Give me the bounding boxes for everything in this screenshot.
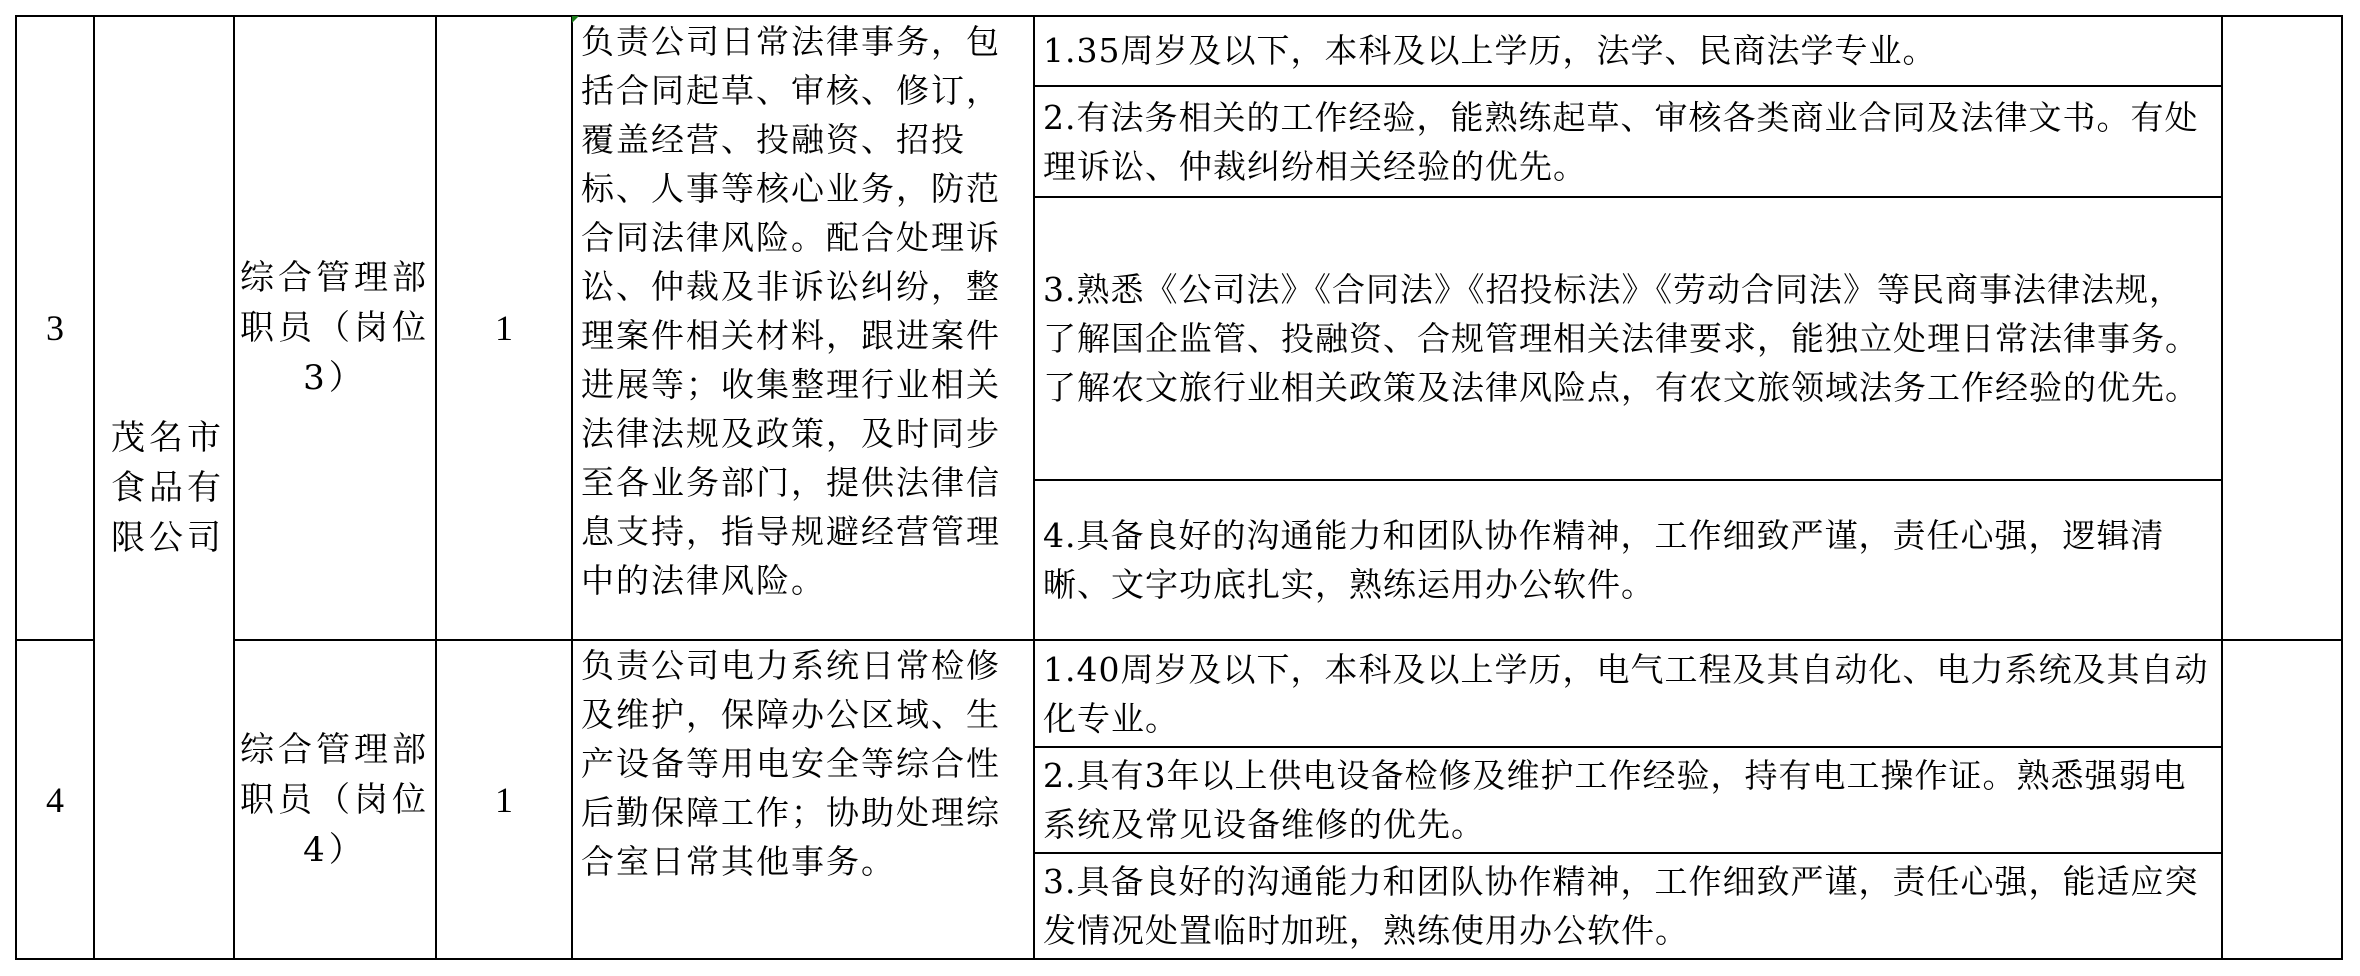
duty-cell [572, 640, 1034, 959]
row-index: 4 [46, 779, 64, 820]
cell-comment-marker [572, 16, 579, 23]
duty-description: 负责公司电力系统日常检修及维护，保障办公区域、生产设备等用电安全等综合性后勤保障工作；协助处理综合室日常其他事务。 [581, 646, 1001, 882]
requirement-text: 1.35周岁及以下，本科及以上学历，法学、民商法学专业。 [1043, 31, 1937, 71]
requirement-text: 1.40周岁及以下，本科及以上学历，电气工程及其自动化、电力系统及其自动化专业。 [1043, 649, 2209, 738]
headcount: 1 [495, 779, 513, 820]
row-index-cell [16, 640, 94, 959]
requirement-cell [1034, 853, 2222, 959]
requirement-text: 2.具有3年以上供电设备检修及维护工作经验，持有电工操作证。熟悉强弱电系统及常见设备维修的优先。 [1043, 756, 2187, 845]
requirement-cell [1034, 747, 2222, 853]
table-row [16, 640, 2342, 747]
company-cell [94, 16, 234, 959]
requirement-cell [1034, 86, 2222, 197]
requirement-cell [1034, 480, 2222, 640]
duty-description: 负责公司日常法律事务，包括合同起草、审核、修订，覆盖经营、投融资、招投标、人事等核心业务，防范合同法律风险。配合处理诉讼、仲裁及非诉讼纠纷，整理案件相关材料，跟进案件进展等；收集整理行业相关法律法规及政策，及时同步至各业务部门，提供法律信息支持，指导规避经营管理中的法律风险。 [581, 22, 1001, 600]
row-index-cell [16, 16, 94, 640]
position-name: 综合管理部职员（岗位4） [240, 729, 430, 870]
requirement-cell [1034, 197, 2222, 480]
table-row [16, 16, 2342, 86]
duty-cell [572, 16, 1034, 640]
requirement-text: 2.有法务相关的工作经验，能熟练起草、审核各类商业合同及法律文书。有处理诉讼、仲裁纠纷相关经验的优先。 [1043, 97, 2199, 186]
position-name: 综合管理部职员（岗位3） [240, 258, 430, 399]
requirement-text: 4.具备良好的沟通能力和团队协作精神，工作细致严谨，责任心强，逻辑清晰、文字功底扎实，熟练运用办公软件。 [1043, 516, 2165, 605]
row-index: 3 [46, 308, 64, 349]
position-cell [234, 16, 436, 640]
requirement-text: 3.具备良好的沟通能力和团队协作精神，工作细致严谨，责任心强，能适应突发情况处置临时加班，熟练使用办公软件。 [1043, 862, 2199, 951]
remarks-cell [2222, 16, 2342, 640]
headcount-cell [436, 16, 572, 640]
requirement-text: 3.熟悉《公司法》《合同法》《招投标法》《劳动合同法》等民商事法律法规，了解国企监管、投融资、合规管理相关法律要求，能独立处理日常法律事务。了解农文旅行业相关政策及法律风险点，有农文旅领域法务工作经验的优先。 [1043, 270, 2199, 408]
company-name: 茂名市食品有限公司 [111, 417, 225, 558]
job-requirements-table [15, 15, 2343, 960]
requirement-cell [1034, 640, 2222, 747]
remarks-cell [2222, 640, 2342, 959]
headcount: 1 [495, 308, 513, 349]
position-cell [234, 640, 436, 959]
requirement-cell [1034, 16, 2222, 86]
headcount-cell [436, 640, 572, 959]
